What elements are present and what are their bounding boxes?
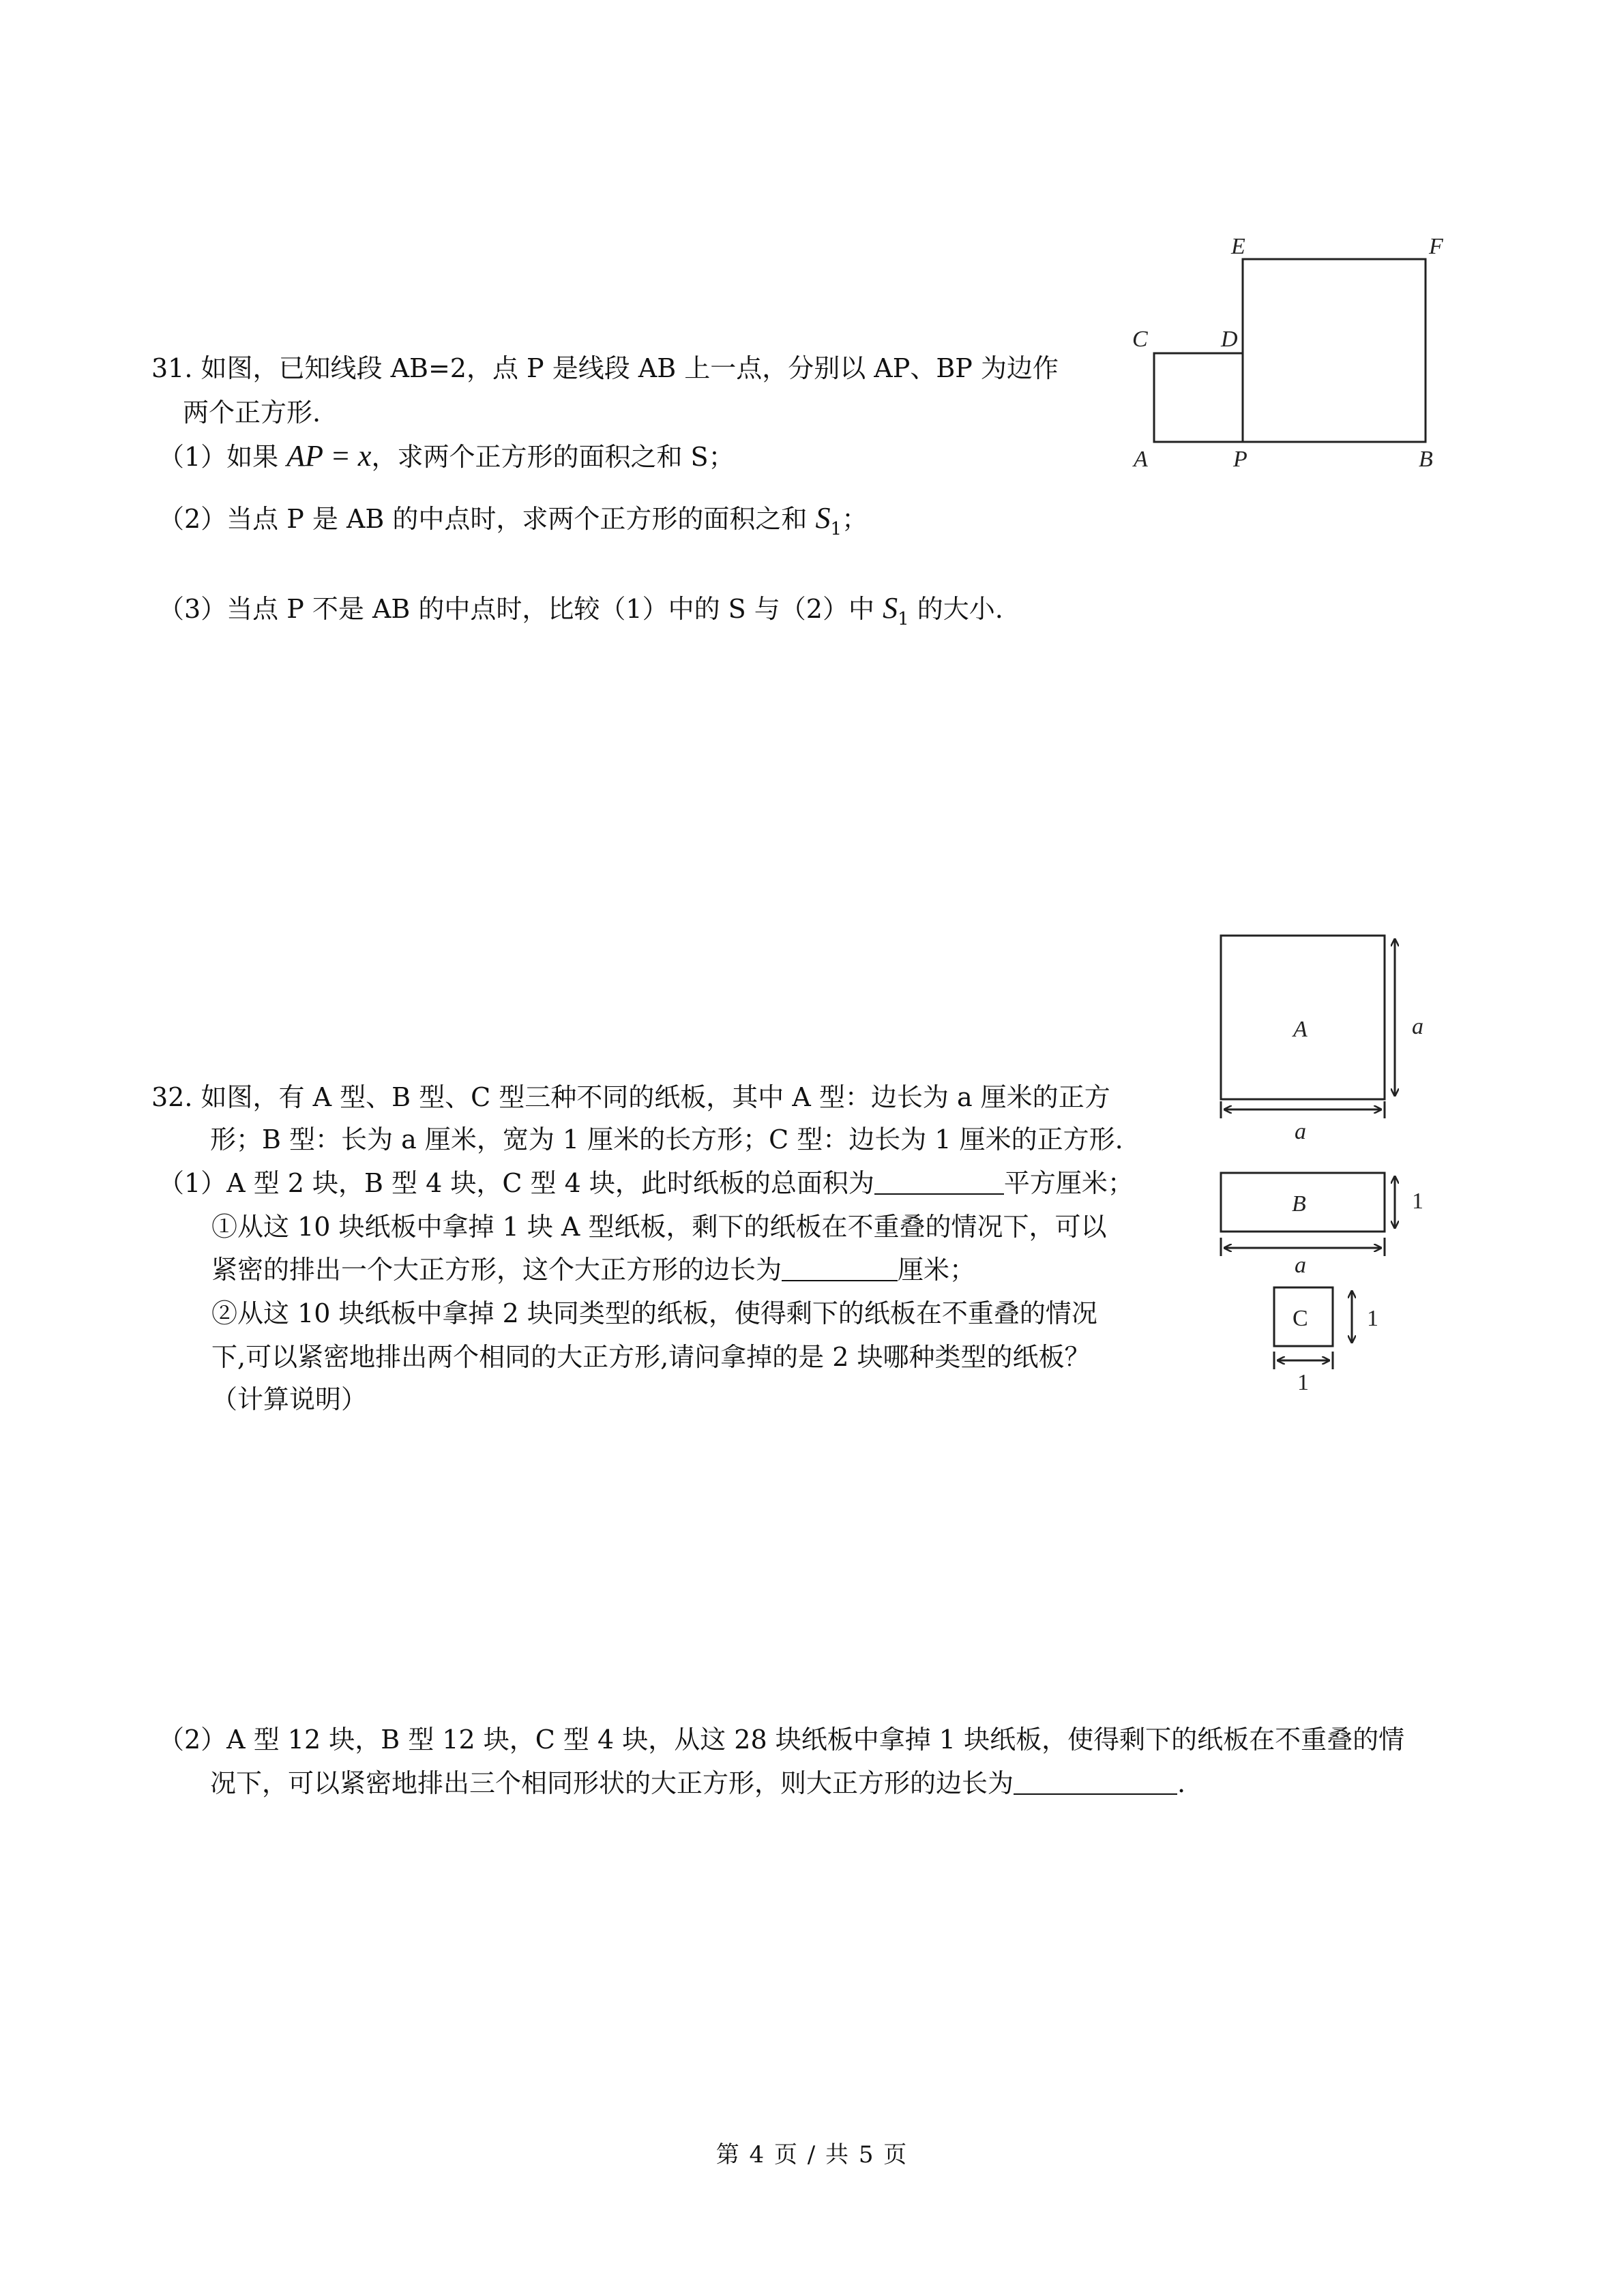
q31-part1-post: ，求两个正方形的面积之和 S； xyxy=(371,442,735,472)
board-c-bottom-label: 1 xyxy=(1297,1370,1309,1395)
label-F: F xyxy=(1429,234,1443,259)
q31-part3-pre: （3）当点 P 不是 AB 的中点时，比较（1）中的 S 与（2）中 xyxy=(158,594,883,624)
board-a-side-label: a xyxy=(1412,1014,1423,1039)
board-b-side-label: 1 xyxy=(1412,1189,1423,1214)
q32-sub1a-post: 厘米； xyxy=(898,1255,976,1285)
board-b-bottom-label: a xyxy=(1295,1253,1306,1278)
q31-part2-symbol: S xyxy=(815,501,831,535)
label-P: P xyxy=(1233,447,1247,472)
q32-line2: 形；B 型：长为 a 厘米，宽为 1 厘米的长方形；C 型：边长为 1 厘米的正方形. xyxy=(210,1124,1123,1154)
board-a-name: A xyxy=(1293,1017,1308,1042)
board-b-name: B xyxy=(1292,1191,1306,1217)
q31-part1-math: AP = x xyxy=(286,439,372,473)
q31-part2-post: ； xyxy=(842,504,868,534)
q32-sub1a-pre: 紧密的排出一个大正方形，这个大正方形的边长为 xyxy=(211,1255,782,1285)
q31-part3-post: 的大小. xyxy=(909,594,1003,624)
q31-part2-subscript: 1 xyxy=(830,519,842,539)
large-square-pbfe xyxy=(1243,259,1426,442)
board-a-figure xyxy=(1221,936,1395,1118)
label-D: D xyxy=(1221,327,1238,352)
label-A: A xyxy=(1134,447,1148,472)
q31-part1-pre: （1）如果 xyxy=(158,442,287,472)
label-B: B xyxy=(1419,447,1433,472)
q31-figure xyxy=(1154,259,1426,442)
q32-sub1a-line1: ①从这 10 块纸板中拿掉 1 块 A 型纸板，剩下的纸板在不重叠的情况下，可以 xyxy=(211,1212,1107,1242)
board-c-figure xyxy=(1274,1287,1352,1369)
q32-line1: 32. 如图，有 A 型、B 型、C 型三种不同的纸板，其中 A 型：边长为 a 厘米的正方 xyxy=(151,1082,1110,1112)
q32-sub1-post: 平方厘米； xyxy=(1003,1168,1134,1198)
q32-sub1-pre: （1）A 型 2 块，B 型 4 块，C 型 4 块，此时纸板的总面积为 xyxy=(158,1168,874,1198)
label-E: E xyxy=(1231,234,1245,259)
small-square-apdc xyxy=(1154,353,1243,442)
q31-part2-pre: （2）当点 P 是 AB 的中点时，求两个正方形的面积之和 xyxy=(158,504,816,534)
board-c-name: C xyxy=(1293,1306,1308,1331)
q31-line1: 31. 如图，已知线段 AB=2，点 P 是线段 AB 上一点，分别以 AP、BP 为边作 xyxy=(151,353,1059,383)
board-a-bottom-label: a xyxy=(1295,1119,1306,1144)
q32-sub1b-line1: ②从这 10 块纸板中拿掉 2 块同类型的纸板，使得剩下的纸板在不重叠的情况 xyxy=(211,1298,1097,1328)
label-C: C xyxy=(1132,327,1148,352)
board-c-side-label: 1 xyxy=(1367,1306,1378,1331)
q31-part3-subscript: 1 xyxy=(898,609,909,629)
q32-sub2-line1: （2）A 型 12 块，B 型 12 块，C 型 4 块，从这 28 块纸板中拿掉 1 块纸板，使得剩下的纸板在不重叠的情 xyxy=(158,1725,1405,1755)
q31-part3-symbol: S xyxy=(883,591,898,625)
q32-sub2-pre: 况下，可以紧密地排出三个相同形状的大正方形，则大正方形的边长为 xyxy=(210,1768,1014,1798)
q32-sub1b-line2: 下,可以紧密地排出两个相同的大正方形,请问拿掉的是 2 块哪种类型的纸板？ xyxy=(211,1342,1091,1372)
board-b-figure xyxy=(1221,1173,1395,1256)
q31-line2: 两个正方形. xyxy=(183,398,321,428)
q32-sub2-post: . xyxy=(1177,1768,1186,1798)
page-footer: 第 4 页 / 共 5 页 xyxy=(715,2141,909,2168)
q32-sub1b-line3: （计算说明） xyxy=(211,1384,368,1414)
